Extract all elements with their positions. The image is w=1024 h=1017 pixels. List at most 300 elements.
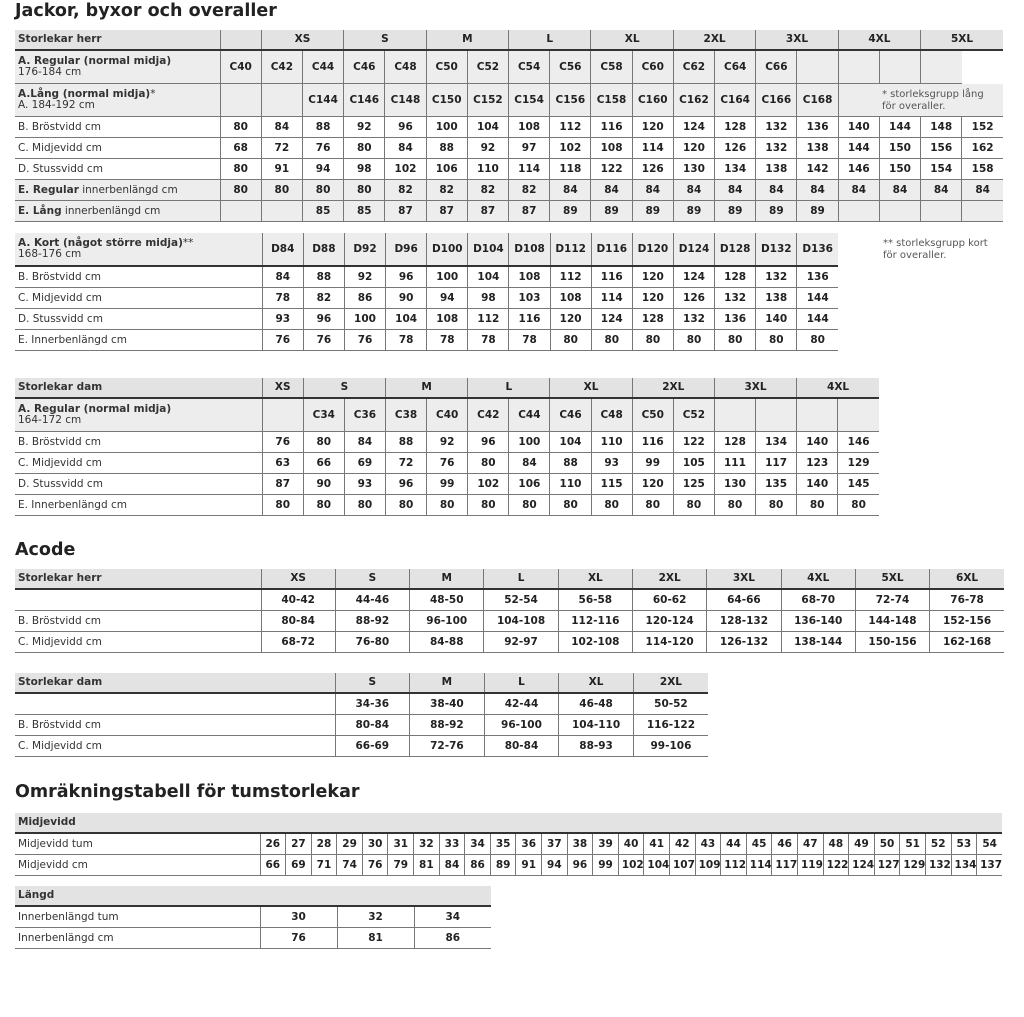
t3-size-3: M bbox=[385, 378, 467, 398]
table-cell: 49 bbox=[849, 833, 875, 855]
table-cell: 90 bbox=[303, 474, 344, 495]
table-cell: 89 bbox=[490, 855, 516, 876]
row-label: B. Bröstvidd cm bbox=[15, 266, 262, 288]
table-cell: 80 bbox=[591, 495, 632, 516]
t3-size-4: L bbox=[468, 378, 550, 398]
table-cell: 33 bbox=[439, 833, 465, 855]
table-cell: 80 bbox=[344, 180, 385, 201]
table-cell: 84 bbox=[632, 180, 673, 201]
table-cell: 114-120 bbox=[632, 632, 706, 653]
table-cell: 52-54 bbox=[484, 589, 558, 611]
table-cell: 84 bbox=[673, 180, 714, 201]
table-cell: C36 bbox=[344, 398, 385, 432]
table-cell: 88 bbox=[385, 432, 426, 453]
table-cell: 39 bbox=[593, 833, 619, 855]
table-cell: 106 bbox=[509, 474, 550, 495]
table-row bbox=[15, 715, 708, 736]
table-cell: D128 bbox=[715, 233, 756, 266]
table-cell: 154 bbox=[921, 159, 962, 180]
table-cell: C50 bbox=[632, 398, 673, 432]
table-cell: C66 bbox=[756, 50, 797, 84]
table-cell: 108 bbox=[591, 138, 632, 159]
table-cell: C160 bbox=[632, 84, 673, 117]
table-cell: 89 bbox=[591, 201, 632, 222]
table-cell: 78 bbox=[509, 330, 550, 351]
table-cell: 112 bbox=[550, 266, 591, 288]
table-cell: 120 bbox=[632, 266, 673, 288]
t3-size-8: 4XL bbox=[797, 378, 879, 398]
table-cell: 66 bbox=[303, 453, 344, 474]
table-cell: 80 bbox=[468, 495, 509, 516]
table-cell: C164 bbox=[715, 84, 756, 117]
table-cell: 156 bbox=[921, 138, 962, 159]
row-label: B. Bröstvidd cm bbox=[15, 611, 261, 632]
table-cell bbox=[838, 398, 879, 432]
table-cell: 84 bbox=[921, 180, 962, 201]
table-cell: 104-110 bbox=[559, 715, 634, 736]
table-cell: C48 bbox=[385, 50, 426, 84]
table-cell: 80 bbox=[673, 495, 714, 516]
table-cell: 108 bbox=[509, 117, 550, 138]
table-cell: 88-92 bbox=[335, 611, 409, 632]
table-cell: 89 bbox=[673, 201, 714, 222]
table-cell: C40 bbox=[427, 398, 468, 432]
t1-title: Storlekar herr bbox=[15, 30, 220, 50]
table-cell: 138 bbox=[756, 288, 797, 309]
table-cell: 144 bbox=[797, 309, 838, 330]
table-cell: 99 bbox=[593, 855, 619, 876]
table-cell: 54 bbox=[977, 833, 1003, 855]
table-cell: 88-93 bbox=[559, 736, 634, 757]
table-cell: 94 bbox=[427, 288, 468, 309]
table-cell: 34 bbox=[465, 833, 491, 855]
table-cell: 162-168 bbox=[930, 632, 1004, 653]
table-cell: 96 bbox=[385, 117, 426, 138]
table-cell: 150 bbox=[879, 159, 920, 180]
table-cell: 87 bbox=[385, 201, 426, 222]
table-cell: 126 bbox=[715, 138, 756, 159]
table-cell: C52 bbox=[673, 398, 714, 432]
table-cell: C64 bbox=[715, 50, 756, 84]
table-cell: 37 bbox=[542, 833, 568, 855]
table-cell: 80 bbox=[591, 330, 632, 351]
table-cell: 56-58 bbox=[558, 589, 632, 611]
table-cell: 102 bbox=[550, 138, 591, 159]
table-cell: 129 bbox=[838, 453, 879, 474]
t4-title: Storlekar herr bbox=[15, 569, 261, 589]
table-cell: 84 bbox=[879, 180, 920, 201]
table-row bbox=[15, 398, 879, 432]
table-cell: 80 bbox=[673, 330, 714, 351]
table-cell: 120 bbox=[550, 309, 591, 330]
t5-size-1: S bbox=[335, 673, 410, 693]
table-cell: 80 bbox=[385, 495, 426, 516]
table-cell: 124 bbox=[591, 309, 632, 330]
table-cell: 132 bbox=[756, 117, 797, 138]
table-cell: 123 bbox=[797, 453, 838, 474]
table-cell: D104 bbox=[468, 233, 509, 266]
table-cell: 76 bbox=[262, 432, 303, 453]
table-cell: 150 bbox=[879, 138, 920, 159]
table-row bbox=[15, 453, 879, 474]
table-cell: 144-148 bbox=[855, 611, 929, 632]
table-row bbox=[15, 611, 1004, 632]
table-cell: 80 bbox=[756, 495, 797, 516]
table-cell: 40-42 bbox=[261, 589, 335, 611]
table-cell: 144 bbox=[838, 138, 879, 159]
table-cell: C40 bbox=[220, 50, 261, 84]
table-row bbox=[15, 201, 1003, 222]
table-cell: 122 bbox=[591, 159, 632, 180]
table-cell bbox=[838, 50, 879, 84]
table-cell bbox=[714, 398, 755, 432]
table-cell: 72 bbox=[385, 453, 426, 474]
table-cell: 126 bbox=[632, 159, 673, 180]
table-cell: 43 bbox=[695, 833, 721, 855]
table-cell: D88 bbox=[303, 233, 344, 266]
table-cell: 80 bbox=[220, 159, 261, 180]
table-cell: 80 bbox=[344, 495, 385, 516]
acode-men-table bbox=[15, 569, 1004, 653]
t4-size-2: S bbox=[335, 569, 409, 589]
table-cell: 80 bbox=[427, 495, 468, 516]
table-row bbox=[15, 309, 838, 330]
row-label-sub: 164-172 cm bbox=[18, 414, 82, 426]
table-cell: 82 bbox=[303, 288, 344, 309]
table-cell: 104 bbox=[467, 117, 508, 138]
table-cell: 26 bbox=[260, 833, 286, 855]
table-cell: 138 bbox=[756, 159, 797, 180]
table-cell: 80 bbox=[261, 180, 302, 201]
table-cell: 40 bbox=[618, 833, 644, 855]
table-cell: C46 bbox=[344, 50, 385, 84]
table-cell: 80 bbox=[509, 495, 550, 516]
table-cell: 96 bbox=[386, 266, 427, 288]
t5-size-3: L bbox=[484, 673, 559, 693]
table-cell: 146 bbox=[838, 159, 879, 180]
row-label-bold: E. Lång bbox=[18, 204, 62, 217]
table-cell: C146 bbox=[344, 84, 385, 117]
table-cell: 52 bbox=[925, 833, 951, 855]
table-cell: 87 bbox=[509, 201, 550, 222]
table-row bbox=[15, 330, 838, 351]
row-label-rest: innerbenlängd cm bbox=[78, 183, 178, 196]
t4-size-4: L bbox=[484, 569, 558, 589]
table-row bbox=[15, 288, 838, 309]
table-cell: 112 bbox=[550, 117, 591, 138]
table-cell: 96 bbox=[567, 855, 593, 876]
table-cell bbox=[838, 201, 879, 222]
row-label bbox=[15, 589, 261, 611]
table-cell: C148 bbox=[385, 84, 426, 117]
table-cell: 134 bbox=[715, 159, 756, 180]
table-cell: 96-100 bbox=[410, 611, 484, 632]
table-cell: C52 bbox=[467, 50, 508, 84]
table-cell: 102 bbox=[468, 474, 509, 495]
row-label-bold: A. Kort (något större midja) bbox=[18, 237, 183, 249]
table-cell: 82 bbox=[426, 180, 467, 201]
table-cell: C42 bbox=[468, 398, 509, 432]
table-cell: 76 bbox=[362, 855, 388, 876]
table-cell: 84 bbox=[715, 180, 756, 201]
t5-size-4: XL bbox=[559, 673, 634, 693]
row-label: B. Bröstvidd cm bbox=[15, 117, 220, 138]
table-cell: 80 bbox=[756, 330, 797, 351]
table-cell: 100 bbox=[509, 432, 550, 453]
table-cell: 128 bbox=[715, 266, 756, 288]
table-cell: C158 bbox=[591, 84, 632, 117]
table-cell: 104-108 bbox=[484, 611, 558, 632]
table-cell: 100 bbox=[344, 309, 385, 330]
table-row bbox=[15, 84, 1003, 117]
table-cell: 100 bbox=[427, 266, 468, 288]
table-cell: 148 bbox=[921, 117, 962, 138]
table-cell: 96 bbox=[385, 474, 426, 495]
table-cell: 74 bbox=[337, 855, 363, 876]
table-cell: 128 bbox=[715, 117, 756, 138]
table-cell: 120 bbox=[632, 288, 673, 309]
table-cell: 92 bbox=[344, 266, 385, 288]
row-label bbox=[15, 233, 262, 266]
table-cell: 115 bbox=[591, 474, 632, 495]
table-cell: 108 bbox=[550, 288, 591, 309]
t4-size-7: 3XL bbox=[707, 569, 781, 589]
table-cell: 125 bbox=[673, 474, 714, 495]
table-cell: 80-84 bbox=[484, 736, 559, 757]
table-cell: 96 bbox=[303, 309, 344, 330]
t5-size-5: 2XL bbox=[633, 673, 708, 693]
row-label bbox=[15, 398, 262, 432]
table-cell: 132 bbox=[715, 288, 756, 309]
table-cell: 96 bbox=[468, 432, 509, 453]
table-cell bbox=[962, 201, 1003, 222]
table-cell: 36 bbox=[516, 833, 542, 855]
table-cell: 112 bbox=[721, 855, 747, 876]
table-cell: 88 bbox=[550, 453, 591, 474]
table-cell: 69 bbox=[344, 453, 385, 474]
row-label: E. Innerbenlängd cm bbox=[15, 330, 262, 351]
table-cell bbox=[797, 398, 838, 432]
table-cell: 135 bbox=[756, 474, 797, 495]
row-label bbox=[15, 50, 220, 84]
table-cell: 76 bbox=[302, 138, 343, 159]
long-size-note: * storleksgrupp lång för overaller. bbox=[882, 89, 984, 112]
table-cell: 140 bbox=[797, 474, 838, 495]
table-cell: 136 bbox=[797, 117, 838, 138]
table-cell: 136 bbox=[797, 266, 838, 288]
table-cell: 117 bbox=[756, 453, 797, 474]
table-cell: 134 bbox=[756, 432, 797, 453]
row-label bbox=[15, 201, 220, 222]
table-cell: 109 bbox=[695, 855, 721, 876]
table-cell: 80 bbox=[715, 330, 756, 351]
table-cell: 53 bbox=[951, 833, 977, 855]
table-cell: 119 bbox=[797, 855, 823, 876]
table-cell: C44 bbox=[302, 50, 343, 84]
table-cell: 84 bbox=[838, 180, 879, 201]
section-title-jackets: Jackor, byxor och overaller bbox=[15, 1, 277, 21]
table-cell bbox=[879, 201, 920, 222]
t1-size-3: S bbox=[344, 30, 426, 50]
t5-title: Storlekar dam bbox=[15, 673, 335, 693]
table-row bbox=[15, 495, 879, 516]
table-cell: 128 bbox=[714, 432, 755, 453]
table-cell: 124 bbox=[673, 117, 714, 138]
table-cell: 46 bbox=[772, 833, 798, 855]
table-cell: 66 bbox=[260, 855, 286, 876]
table-cell: 108 bbox=[509, 266, 550, 288]
table-cell bbox=[220, 84, 261, 117]
table-cell: 80-84 bbox=[335, 715, 410, 736]
table-row bbox=[15, 159, 1003, 180]
table-cell: C168 bbox=[797, 84, 838, 117]
row-label: D. Stussvidd cm bbox=[15, 159, 220, 180]
length-conversion-table bbox=[15, 886, 491, 949]
table-cell: 146 bbox=[838, 432, 879, 453]
row-label bbox=[15, 693, 335, 715]
table-cell: 132 bbox=[673, 309, 714, 330]
table-cell: 89 bbox=[797, 201, 838, 222]
table-cell: 45 bbox=[746, 833, 772, 855]
table-cell: 99 bbox=[427, 474, 468, 495]
table-row bbox=[15, 432, 879, 453]
table-cell: 81 bbox=[414, 855, 440, 876]
table-cell bbox=[220, 201, 261, 222]
table-cell: 68 bbox=[220, 138, 261, 159]
t6-title: Midjevidd bbox=[15, 813, 1002, 833]
table-cell: 88 bbox=[302, 117, 343, 138]
table-cell: 44-46 bbox=[335, 589, 409, 611]
table-cell: 80 bbox=[632, 330, 673, 351]
table-cell bbox=[261, 84, 302, 117]
table-row bbox=[15, 117, 1003, 138]
table-row bbox=[15, 50, 1003, 84]
table-cell: 80 bbox=[550, 495, 591, 516]
table-cell: C162 bbox=[673, 84, 714, 117]
table-cell: 92 bbox=[344, 117, 385, 138]
table-cell: 84 bbox=[591, 180, 632, 201]
table-cell: 102 bbox=[385, 159, 426, 180]
table-cell: 80 bbox=[344, 138, 385, 159]
row-label-mark: ** bbox=[182, 237, 194, 249]
table-cell: D124 bbox=[673, 233, 714, 266]
table-cell: 152-156 bbox=[930, 611, 1004, 632]
table-cell: 84 bbox=[509, 453, 550, 474]
t3-size-2: S bbox=[303, 378, 385, 398]
table-cell: 142 bbox=[797, 159, 838, 180]
table-cell bbox=[261, 201, 302, 222]
table-cell: 71 bbox=[311, 855, 337, 876]
table-cell: 126 bbox=[673, 288, 714, 309]
row-label: C. Midjevidd cm bbox=[15, 138, 220, 159]
table-cell: C56 bbox=[550, 50, 591, 84]
table-cell: 84 bbox=[756, 180, 797, 201]
table-cell: 31 bbox=[388, 833, 414, 855]
table-cell: 152 bbox=[962, 117, 1003, 138]
table-cell: 99-106 bbox=[633, 736, 708, 757]
table-cell: 134 bbox=[951, 855, 977, 876]
women-size-table bbox=[15, 378, 879, 516]
table-cell: 34-36 bbox=[335, 693, 410, 715]
table-cell: 34 bbox=[414, 906, 491, 928]
table-cell: 68-72 bbox=[261, 632, 335, 653]
table-cell: 93 bbox=[344, 474, 385, 495]
table-cell: 128 bbox=[632, 309, 673, 330]
table-cell: D116 bbox=[591, 233, 632, 266]
table-row bbox=[15, 138, 1003, 159]
table-cell: 150-156 bbox=[855, 632, 929, 653]
table-cell: C54 bbox=[509, 50, 550, 84]
table-cell: 87 bbox=[467, 201, 508, 222]
row-label bbox=[15, 180, 220, 201]
table-cell: C156 bbox=[550, 84, 591, 117]
table-cell: 76 bbox=[344, 330, 385, 351]
table-cell: C48 bbox=[591, 398, 632, 432]
table-cell: 137 bbox=[977, 855, 1003, 876]
row-label-sub: 176-184 cm bbox=[18, 66, 82, 78]
table-cell: 94 bbox=[542, 855, 568, 876]
table-cell: 44 bbox=[721, 833, 747, 855]
table-cell: D92 bbox=[344, 233, 385, 266]
table-cell: C152 bbox=[467, 84, 508, 117]
table-cell: 126-132 bbox=[707, 632, 781, 653]
table-cell: 128-132 bbox=[707, 611, 781, 632]
table-cell: 50-52 bbox=[633, 693, 708, 715]
t1-size-8: 3XL bbox=[756, 30, 838, 50]
table-cell: 140 bbox=[797, 432, 838, 453]
table-cell: 89 bbox=[632, 201, 673, 222]
table-cell: 98 bbox=[344, 159, 385, 180]
table-cell: 110 bbox=[467, 159, 508, 180]
t3-size-6: 2XL bbox=[632, 378, 714, 398]
table-cell: 51 bbox=[900, 833, 926, 855]
table-cell: 64-66 bbox=[707, 589, 781, 611]
row-label-bold: A. Regular (normal midja) bbox=[18, 55, 172, 67]
table-cell: 132 bbox=[925, 855, 951, 876]
table-cell: 76 bbox=[262, 330, 303, 351]
table-cell: C144 bbox=[302, 84, 343, 117]
t4-size-3: M bbox=[410, 569, 484, 589]
table-cell: 145 bbox=[838, 474, 879, 495]
row-label: Midjevidd tum bbox=[15, 833, 260, 855]
table-cell: 94 bbox=[302, 159, 343, 180]
table-cell: 85 bbox=[302, 201, 343, 222]
row-label: Innerbenlängd tum bbox=[15, 906, 260, 928]
table-row bbox=[15, 632, 1004, 653]
row-label-bold: A.Lång (normal midja) bbox=[18, 88, 151, 100]
t1-size-5: L bbox=[509, 30, 591, 50]
table-cell: 114 bbox=[746, 855, 772, 876]
table-cell: 48 bbox=[823, 833, 849, 855]
table-cell: 104 bbox=[550, 432, 591, 453]
table-cell: 32 bbox=[414, 833, 440, 855]
table-cell: 136 bbox=[715, 309, 756, 330]
table-cell: 114 bbox=[509, 159, 550, 180]
table-cell: 66-69 bbox=[335, 736, 410, 757]
table-cell: C58 bbox=[591, 50, 632, 84]
table-row bbox=[15, 180, 1003, 201]
table-cell: D108 bbox=[509, 233, 550, 266]
table-cell: 102 bbox=[618, 855, 644, 876]
table-cell: 116-122 bbox=[633, 715, 708, 736]
row-label-bold: A. Regular (normal midja) bbox=[18, 403, 172, 415]
table-cell: 158 bbox=[962, 159, 1003, 180]
table-cell: 80 bbox=[838, 495, 879, 516]
table-cell: C60 bbox=[632, 50, 673, 84]
table-cell: 82 bbox=[509, 180, 550, 201]
table-cell: 92 bbox=[427, 432, 468, 453]
table-cell: 29 bbox=[337, 833, 363, 855]
